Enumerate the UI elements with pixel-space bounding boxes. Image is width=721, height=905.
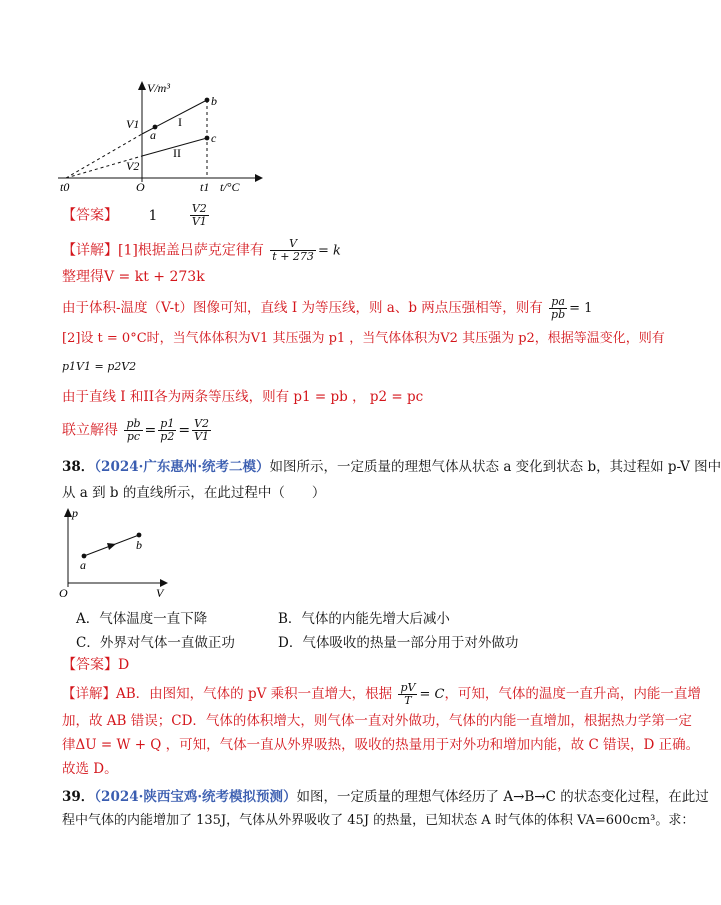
y-axis-arrow <box>138 81 146 90</box>
p-v-label-b: b <box>136 538 142 552</box>
label-t1: t1 <box>200 180 210 194</box>
y-axis-label: V/m³ <box>147 81 170 95</box>
q38-detail-1: 【详解】AB．由图知，气体的 pV 乘积一直增大，根据 $\frac{pV}{T}$ = C，可知，气体的温度一直升高，内能一直增 <box>62 681 701 707</box>
q38-detail-4: 故选 D。 <box>62 761 118 777</box>
direction-arrow <box>107 543 116 550</box>
detail-tag: 【详解】 <box>62 242 118 259</box>
detail-line-4: [2]设 t = 0°C时，当气体体积为V1 其压强为 p1 ，当气体体积为V2 其压强为 p2，根据等温变化，则有 <box>62 331 665 346</box>
label-line-I: I <box>178 115 182 129</box>
p-v-point-b <box>137 533 142 538</box>
label-origin: O <box>136 180 145 194</box>
label-t0: t0 <box>60 180 70 194</box>
q38-line-2: 从 a 到 b 的直线所示，在此过程中（ ） <box>62 485 326 501</box>
x-axis-arrow <box>255 174 263 182</box>
answer-row <box>62 203 211 228</box>
q39-line-2: 程中气体的内能增加了 135J，气体从外界吸收了 45J 的热量，已知状态 A 时气体的体积 VA=600cm³。求： <box>62 813 695 828</box>
point-c <box>205 136 210 141</box>
p-v-label-a: a <box>80 558 86 572</box>
q39-number: 39． <box>62 789 95 805</box>
isothermal-equation: p1V1 = p2V2 <box>62 360 137 373</box>
q38-detail-3: 律ΔU = W + Q ，可知，气体一直从外界吸热，吸收的热量用于对外功和增加内能，故 C 错误，D 正确。 <box>62 737 700 753</box>
q39-line-1: 39．（2024·陕西宝鸡·统考模拟预测）如图，一定质量的理想气体经历了 A→B→C 的状态变化过程，在此过 <box>62 789 709 805</box>
label-c: c <box>211 131 217 145</box>
option-C[interactable]: C．外界对气体一直做正功 <box>76 635 235 651</box>
label-line-II: II <box>173 146 181 160</box>
q38-line-1: 38．（2024·广东惠州·统考二模）如图所示，一定质量的理想气体从状态 a 变化到状态 b，其过程如 p-V 图中 <box>62 459 721 475</box>
option-A[interactable]: A．气体温度一直下降 <box>76 611 208 627</box>
label-b: b <box>211 94 217 108</box>
q39-source: （2024·陕西宝鸡·统考模拟预测） <box>94 789 297 805</box>
answer-tag: 【答案】 <box>62 207 118 224</box>
v-t-graph <box>50 78 270 198</box>
p-v-label-O: O <box>59 586 68 600</box>
answer-1: 1 <box>148 207 158 224</box>
detail-line-1: 【详解】[1]根据盖吕萨克定律有 $\frac{V}{t + 273}$ = k <box>62 237 341 263</box>
point-b <box>205 98 210 103</box>
label-V1: V1 <box>126 117 140 131</box>
answer-fraction: $\frac{V2}{V1}$ <box>191 202 207 228</box>
q38-detail-2: 加，故 AB 错误；CD．气体的体积增大，则气体一直对外做功，气体的内能一直增加，根据热力学第一定 <box>62 713 692 729</box>
fraction-pa-pb: $\frac{pa}{pb}$ <box>551 295 566 321</box>
label-a: a <box>150 128 156 142</box>
x-axis-label: t/°C <box>220 180 240 194</box>
fraction-v-over-t: $\frac{V}{t + 273}$ <box>272 237 314 263</box>
option-D[interactable]: D．气体吸收的热量一部分用于对外做功 <box>278 635 519 651</box>
p-v-label-V: V <box>156 586 164 600</box>
option-B[interactable]: B．气体的内能先增大后减小 <box>278 611 450 627</box>
q38-answer: 【答案】D <box>62 657 130 673</box>
label-V2: V2 <box>126 159 140 173</box>
rearrange-line: 整理得V = kt + 273k <box>62 269 205 285</box>
p-v-label-p: p <box>72 506 78 520</box>
q38-number: 38． <box>62 459 95 475</box>
detail-line-3: 由于体积-温度（V-t）图像可知，直线 I 为等压线，则 a、b 两点压强相等，则有 $\frac{pa}{pb}$ = 1 <box>62 295 593 321</box>
detail-line-7: 联立解得 $\frac{pb}{pc}$ = $\frac{p1}{p2}$ = $\frac{V2}{V1}$ <box>62 417 210 443</box>
q38-source: （2024·广东惠州·统考二模） <box>94 459 270 475</box>
p-v-graph <box>56 505 176 605</box>
detail-line-6: 由于直线 I 和II各为两条等压线，则有 p1 = pb ， p2 = pc <box>62 389 424 405</box>
